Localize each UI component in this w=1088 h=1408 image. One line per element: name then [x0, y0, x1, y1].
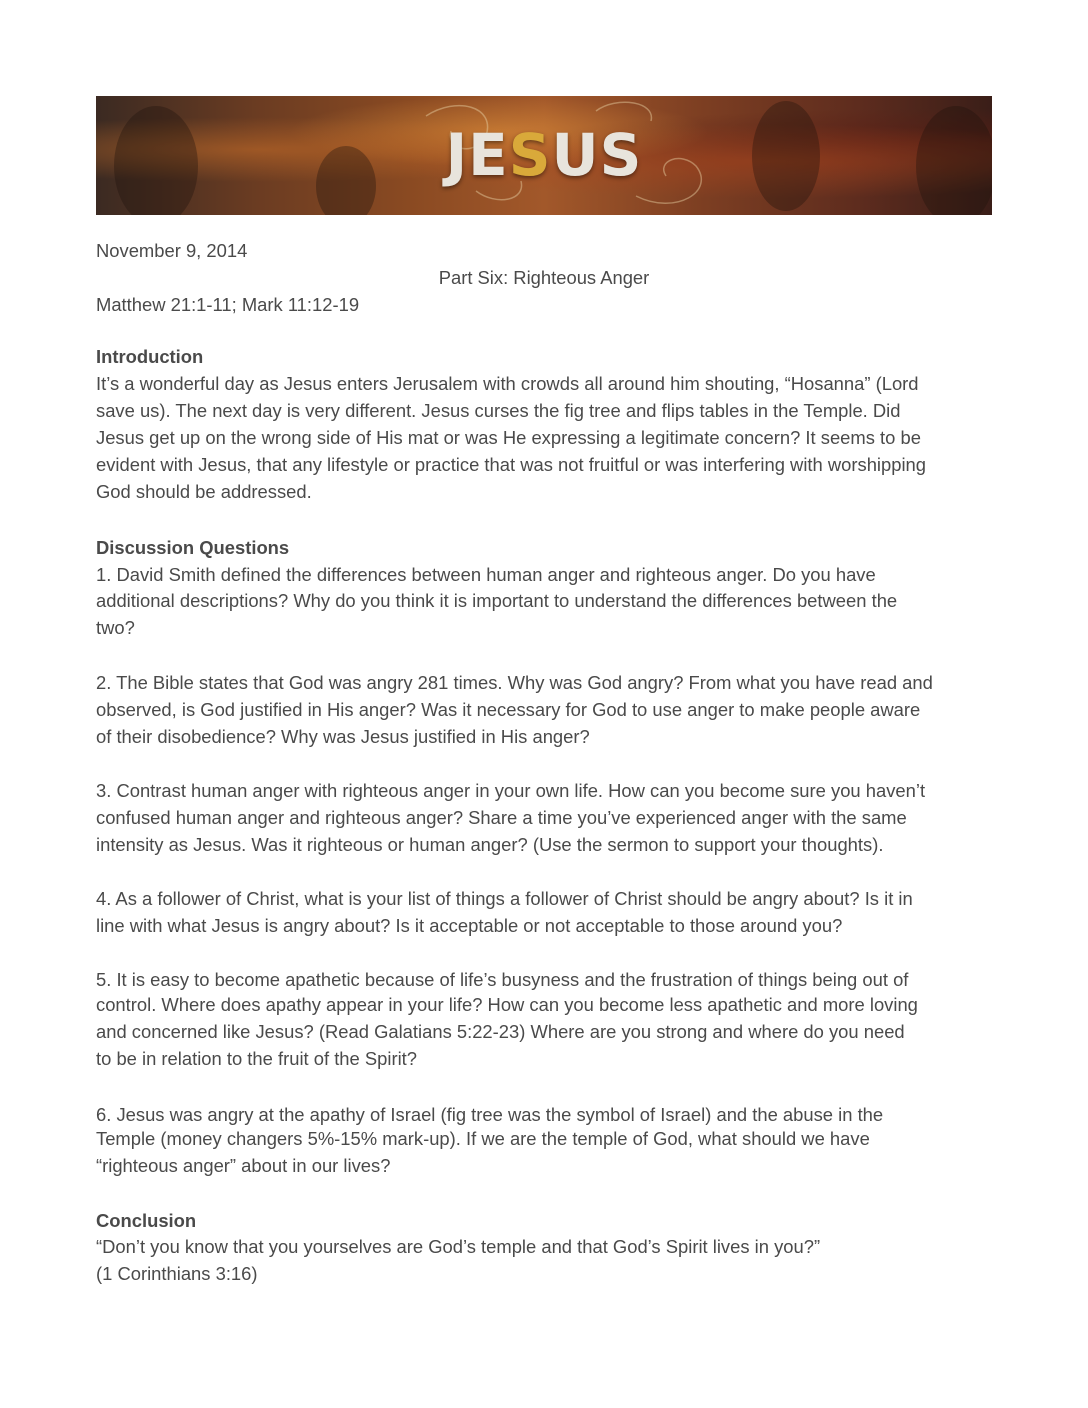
conclusion-heading: Conclusion [96, 1210, 197, 1231]
question-3-line: 3. Contrast human anger with righteous anger in your own life. How can you become sure you haven’t [96, 780, 926, 801]
question-6-line: 6. Jesus was angry at the apathy of Israel (fig tree was the symbol of Israel) and the abuse in the [96, 1104, 884, 1125]
introduction-line: evident with Jesus, that any lifestyle or practice that was not fruitful or was interfering with worshipping [96, 454, 927, 475]
question-1-line: additional descriptions? Why do you think it is important to understand the differences between the [96, 590, 898, 611]
scripture-reference: Matthew 21:1-11; Mark 11:12-19 [96, 294, 360, 315]
question-5-line: 5. It is easy to become apathetic because of life’s busyness and the frustration of things being out of [96, 969, 909, 990]
introduction-line: Jesus get up on the wrong side of His mat or was He expressing a legitimate concern? It seems to be [96, 427, 921, 448]
sermon-date: November 9, 2014 [96, 240, 248, 261]
question-1-line: 1. David Smith defined the differences between human anger and righteous anger. Do you have [96, 564, 876, 585]
question-1-line: two? [96, 617, 135, 638]
question-5-line: control. Where does apathy appear in your life? How can you become less apathetic and more loving [96, 994, 918, 1015]
question-5-line: to be in relation to the fruit of the Spirit? [96, 1048, 418, 1069]
question-2-line: observed, is God justified in His anger? Was it necessary for God to use anger to make people aware [96, 699, 921, 720]
question-5-line: and concerned like Jesus? (Read Galatians 5:22-23) Where are you strong and where do you need [96, 1021, 905, 1042]
conclusion-reference: (1 Corinthians 3:16) [96, 1263, 258, 1284]
question-6-line: Temple (money changers 5%-15% mark-up). If we are the temple of God, what should we have [96, 1128, 870, 1149]
header-banner [96, 96, 992, 215]
question-3-line: confused human anger and righteous anger? Share a time you’ve experienced anger with the same [96, 807, 907, 828]
sermon-subtitle: Part Six: Righteous Anger [438, 267, 650, 288]
question-2-line: 2. The Bible states that God was angry 281 times. Why was God angry? From what you have read and [96, 672, 933, 693]
introduction-line: It’s a wonderful day as Jesus enters Jerusalem with crowds all around him shouting, “Hosanna” (Lord [96, 373, 919, 394]
question-3-line: intensity as Jesus. Was it righteous or human anger? (Use the sermon to support your thoughts). [96, 834, 884, 855]
question-2-line: of their disobedience? Why was Jesus justified in His anger? [96, 726, 590, 747]
introduction-heading: Introduction [96, 346, 204, 367]
discussion-heading: Discussion Questions [96, 537, 290, 558]
banner-title-part-2: US [551, 121, 643, 189]
conclusion-quote: “Don’t you know that you yourselves are God’s temple and that God’s Spirit lives in you?” [96, 1236, 821, 1257]
banner-title-part-1: JE [445, 121, 509, 189]
question-4-line: 4. As a follower of Christ, what is your list of things a follower of Christ should be angry about? Is it in [96, 888, 913, 909]
question-4-line: line with what Jesus is angry about? Is it acceptable or not acceptable to those around you? [96, 915, 843, 936]
banner-title-accent-letter: S [508, 121, 552, 189]
banner-title [96, 122, 992, 188]
question-6-line: “righteous anger” about in our lives? [96, 1155, 391, 1176]
introduction-line: save us). The next day is very different. Jesus curses the fig tree and flips tables in the Temple. Did [96, 400, 901, 421]
introduction-line: God should be addressed. [96, 481, 312, 502]
